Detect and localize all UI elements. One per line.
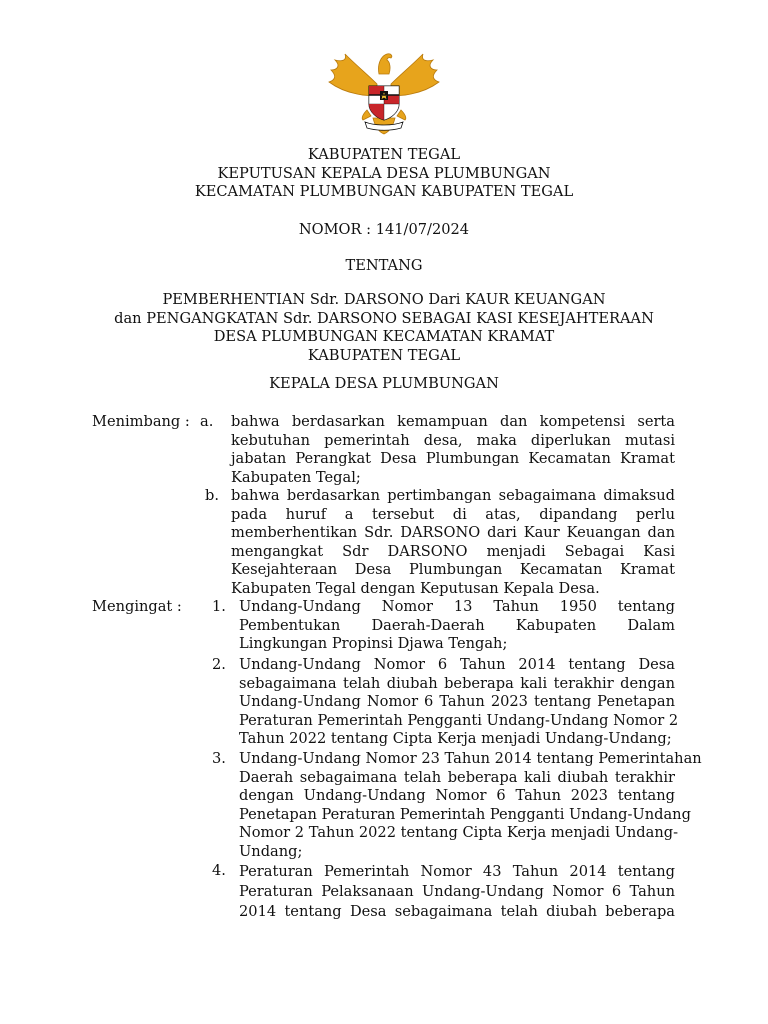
text-line: kebutuhan pemerintah desa, maka diperlukan mutasi [231,431,675,449]
menimbang-item-b [231,487,675,598]
text-line: Undang-Undang Nomor 23 Tahun 2014 tentang Pemerintahan [239,750,702,767]
text-line: Tahun 2022 tentang Cipta Kerja menjadi Undang-Undang; [239,730,672,747]
text-line: Undang-Undang Nomor 13 Tahun 1950 tentang [239,598,675,615]
menimbang-label: Menimbang : [92,413,190,430]
text-line: Pembentukan Daerah-Daerah Kabupaten Dalam [239,616,675,634]
text-line: memberhentikan Sdr. DARSONO dari Kaur Keuangan dan [231,524,675,541]
text-line: sebagaimana telah diubah beberapa kali terakhir dengan [239,674,675,692]
text-line: 2014 tentang Desa sebagaimana telah diubah beberapa [239,903,675,920]
subject-line: dan PENGANGKATAN Sdr. DARSONO SEBAGAI KASI KESEJAHTERAAN [114,309,654,327]
mengingat-item-1 [239,598,675,654]
text-line: Peraturan Pemerintah Nomor 43 Tahun 2014 tentang [239,863,675,880]
list-marker: a. [200,413,214,430]
menimbang-item-a [231,413,675,487]
subject-line: KABUPATEN TEGAL [307,346,461,364]
decree-subject [0,291,768,365]
text-line: bahwa berdasarkan pertimbangan sebagaimana dimaksud [231,487,675,504]
text-line: Undang; [239,842,303,860]
text-line: Undang-Undang Nomor 6 Tahun 2014 tentang Desa [239,656,675,673]
text-line: Penetapan Peraturan Pemerintah Pengganti Undang-Undang [239,805,691,823]
official-title: KEPALA DESA PLUMBUNGAN [269,375,499,392]
text-line: bahwa berdasarkan kemampuan dan kompetensi serta [231,413,675,430]
garuda-emblem-icon [327,44,441,136]
text-line: Undang-Undang Nomor 6 Tahun 2023 tentang Penetapan [239,693,675,710]
list-marker: 2. [212,656,226,673]
text-line: pada huruf a tersebut di atas, dipandang perlu [231,505,675,523]
subject-line: DESA PLUMBUNGAN KECAMATAN KRAMAT [213,328,555,345]
mengingat-item-4 [239,862,675,922]
header-regency: KABUPATEN TEGAL [307,146,461,163]
list-marker: 4. [212,862,226,879]
text-line: dengan Undang-Undang Nomor 6 Tahun 2023 tentang [239,787,675,804]
text-line: mengangkat Sdr DARSONO menjadi Sebagai Kasi [231,542,675,560]
mengingat-label: Mengingat : [92,598,182,615]
document-header [0,146,768,202]
text-line: Peraturan Pelaksanaan Undang-Undang Nomor 6 Tahun [239,883,675,900]
text-line: Kesejahteraan Desa Plumbungan Kecamatan Kramat [231,561,675,578]
text-line: jabatan Perangkat Desa Plumbungan Kecamatan Kramat [231,450,675,467]
list-marker: b. [205,487,219,504]
subject-line: PEMBERHENTIAN Sdr. DARSONO Dari KAUR KEUANGAN [162,291,606,308]
decree-number: NOMOR : 141/07/2024 [298,221,470,238]
header-district: KECAMATAN PLUMBUNGAN KABUPATEN TEGAL [194,183,574,200]
text-line: Daerah sebagaimana telah beberapa kali diubah terakhir [239,768,675,786]
list-marker: 3. [212,750,226,767]
tentang-heading: TENTANG [345,257,423,274]
header-decree-title: KEPUTUSAN KEPALA DESA PLUMBUNGAN [217,164,551,182]
text-line: Kabupaten Tegal; [231,468,361,486]
text-line: Nomor 2 Tahun 2022 tentang Cipta Kerja menjadi Undang- [239,824,679,841]
mengingat-item-3 [239,750,702,861]
text-line: Kabupaten Tegal dengan Keputusan Kepala Desa. [231,579,600,597]
text-line: Peraturan Pemerintah Pengganti Undang-Undang Nomor 2 [239,711,679,729]
text-line: Lingkungan Propinsi Djawa Tengah; [239,635,508,652]
mengingat-item-2 [239,656,679,749]
list-marker: 1. [212,598,226,615]
